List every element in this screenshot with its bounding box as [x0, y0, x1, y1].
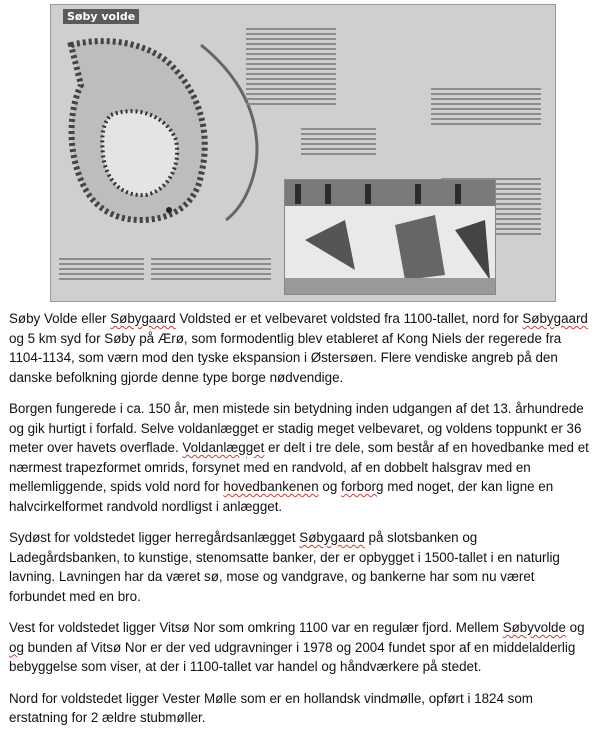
- sign-text-col-5: [59, 255, 144, 283]
- spellcheck-word: Voldanlægget: [182, 440, 265, 455]
- paragraph-2: [9, 399, 591, 516]
- spellcheck-word: hovedbankenen: [223, 479, 319, 494]
- paragraph-1: [9, 309, 591, 387]
- text-run: Sydøst for voldstedet ligger herregårdsanlægget: [9, 530, 300, 545]
- sign-text-col-1: [246, 25, 336, 108]
- information-sign: [50, 4, 556, 302]
- sign-text-col-6: [151, 255, 271, 283]
- paragraph-4: [9, 618, 591, 677]
- spellcheck-word: og: [9, 639, 24, 655]
- text-run: og 5 km syd for Søby på Ærø, som formodentlig blev etableret af Kong Niels der regerede fra 1104-1134, som værn mod den tyske ekspansion i Østersøen. Flere vendiske angreb på den danske befolkning gjorde denne type borge nødvendige.: [9, 330, 562, 385]
- text-run: Voldsted er et velbevaret voldsted fra 1100-tallet, nord for: [175, 311, 523, 326]
- spellcheck-word: forborg: [341, 479, 384, 494]
- text-run: Borgen fungerede i ca. 150 år, men mistede sin betydning inden udgangen af det 13. århundrede og gik hurtigt i forfald. Selve voldanlægget er stadig meget velbevaret, og voldens toppunkt er 36 meter over havets overflade.: [9, 401, 584, 455]
- text-run: Vest for voldstedet ligger Vitsø Nor som omkring 1100 var en regulær fjord. Mellem: [9, 620, 503, 635]
- spellcheck-word: Søbygaard: [299, 530, 365, 545]
- text-run: på slotsbanken og Ladegårdsbanken, to kunstige, stenomsatte banker, der er opbygget i 1500-tallet i en naturlig lavning. Lavningen har da været sø, mose og vandgrave, og bankerne har som nu været forbundet med en bro.: [9, 530, 560, 604]
- paragraph-3: [9, 528, 591, 606]
- text-run: er delt i tre dele, som består af en hovedbanke med et nærmest trapezformet omrids, forsynet med en randvold, af en dobbelt halsgrav med en mellemliggende, spids vold nord for: [9, 440, 589, 494]
- spellcheck-word: Søbygaard: [522, 311, 588, 326]
- text-run: bunden af Vitsø Nor er der ved udgravninger i 1978 og 2004 fundet spor af en middelalderlig bebyggelse som viser, at der i 1100-tallet var handel og håndværkere på stedet.: [9, 639, 576, 674]
- text-run: og: [318, 479, 342, 494]
- text-run: og: [565, 620, 585, 635]
- spellcheck-word: Søbygaard: [110, 311, 176, 326]
- sign-title: Søby volde: [63, 9, 139, 24]
- paragraph-5: [9, 689, 591, 728]
- text-run: Nord for voldstedet ligger Vester Mølle som er en hollandsk vindmølle, opført i 1824 som erstatning for 2 ældre stubmøller.: [9, 690, 533, 725]
- battle-illustration: [285, 180, 495, 294]
- document-body: [9, 309, 591, 740]
- text-run: med noget, der kan ligne en halvcirkelformet randvold nordligst i anlægget.: [9, 479, 554, 514]
- sign-photo: [0, 0, 600, 300]
- text-run: Søby Volde eller: [9, 311, 111, 326]
- spellcheck-word: Søbyvolde: [502, 620, 566, 635]
- sign-text-col-3: [431, 85, 541, 128]
- sign-illustration: [284, 179, 496, 295]
- sign-text-col-2: [301, 125, 376, 158]
